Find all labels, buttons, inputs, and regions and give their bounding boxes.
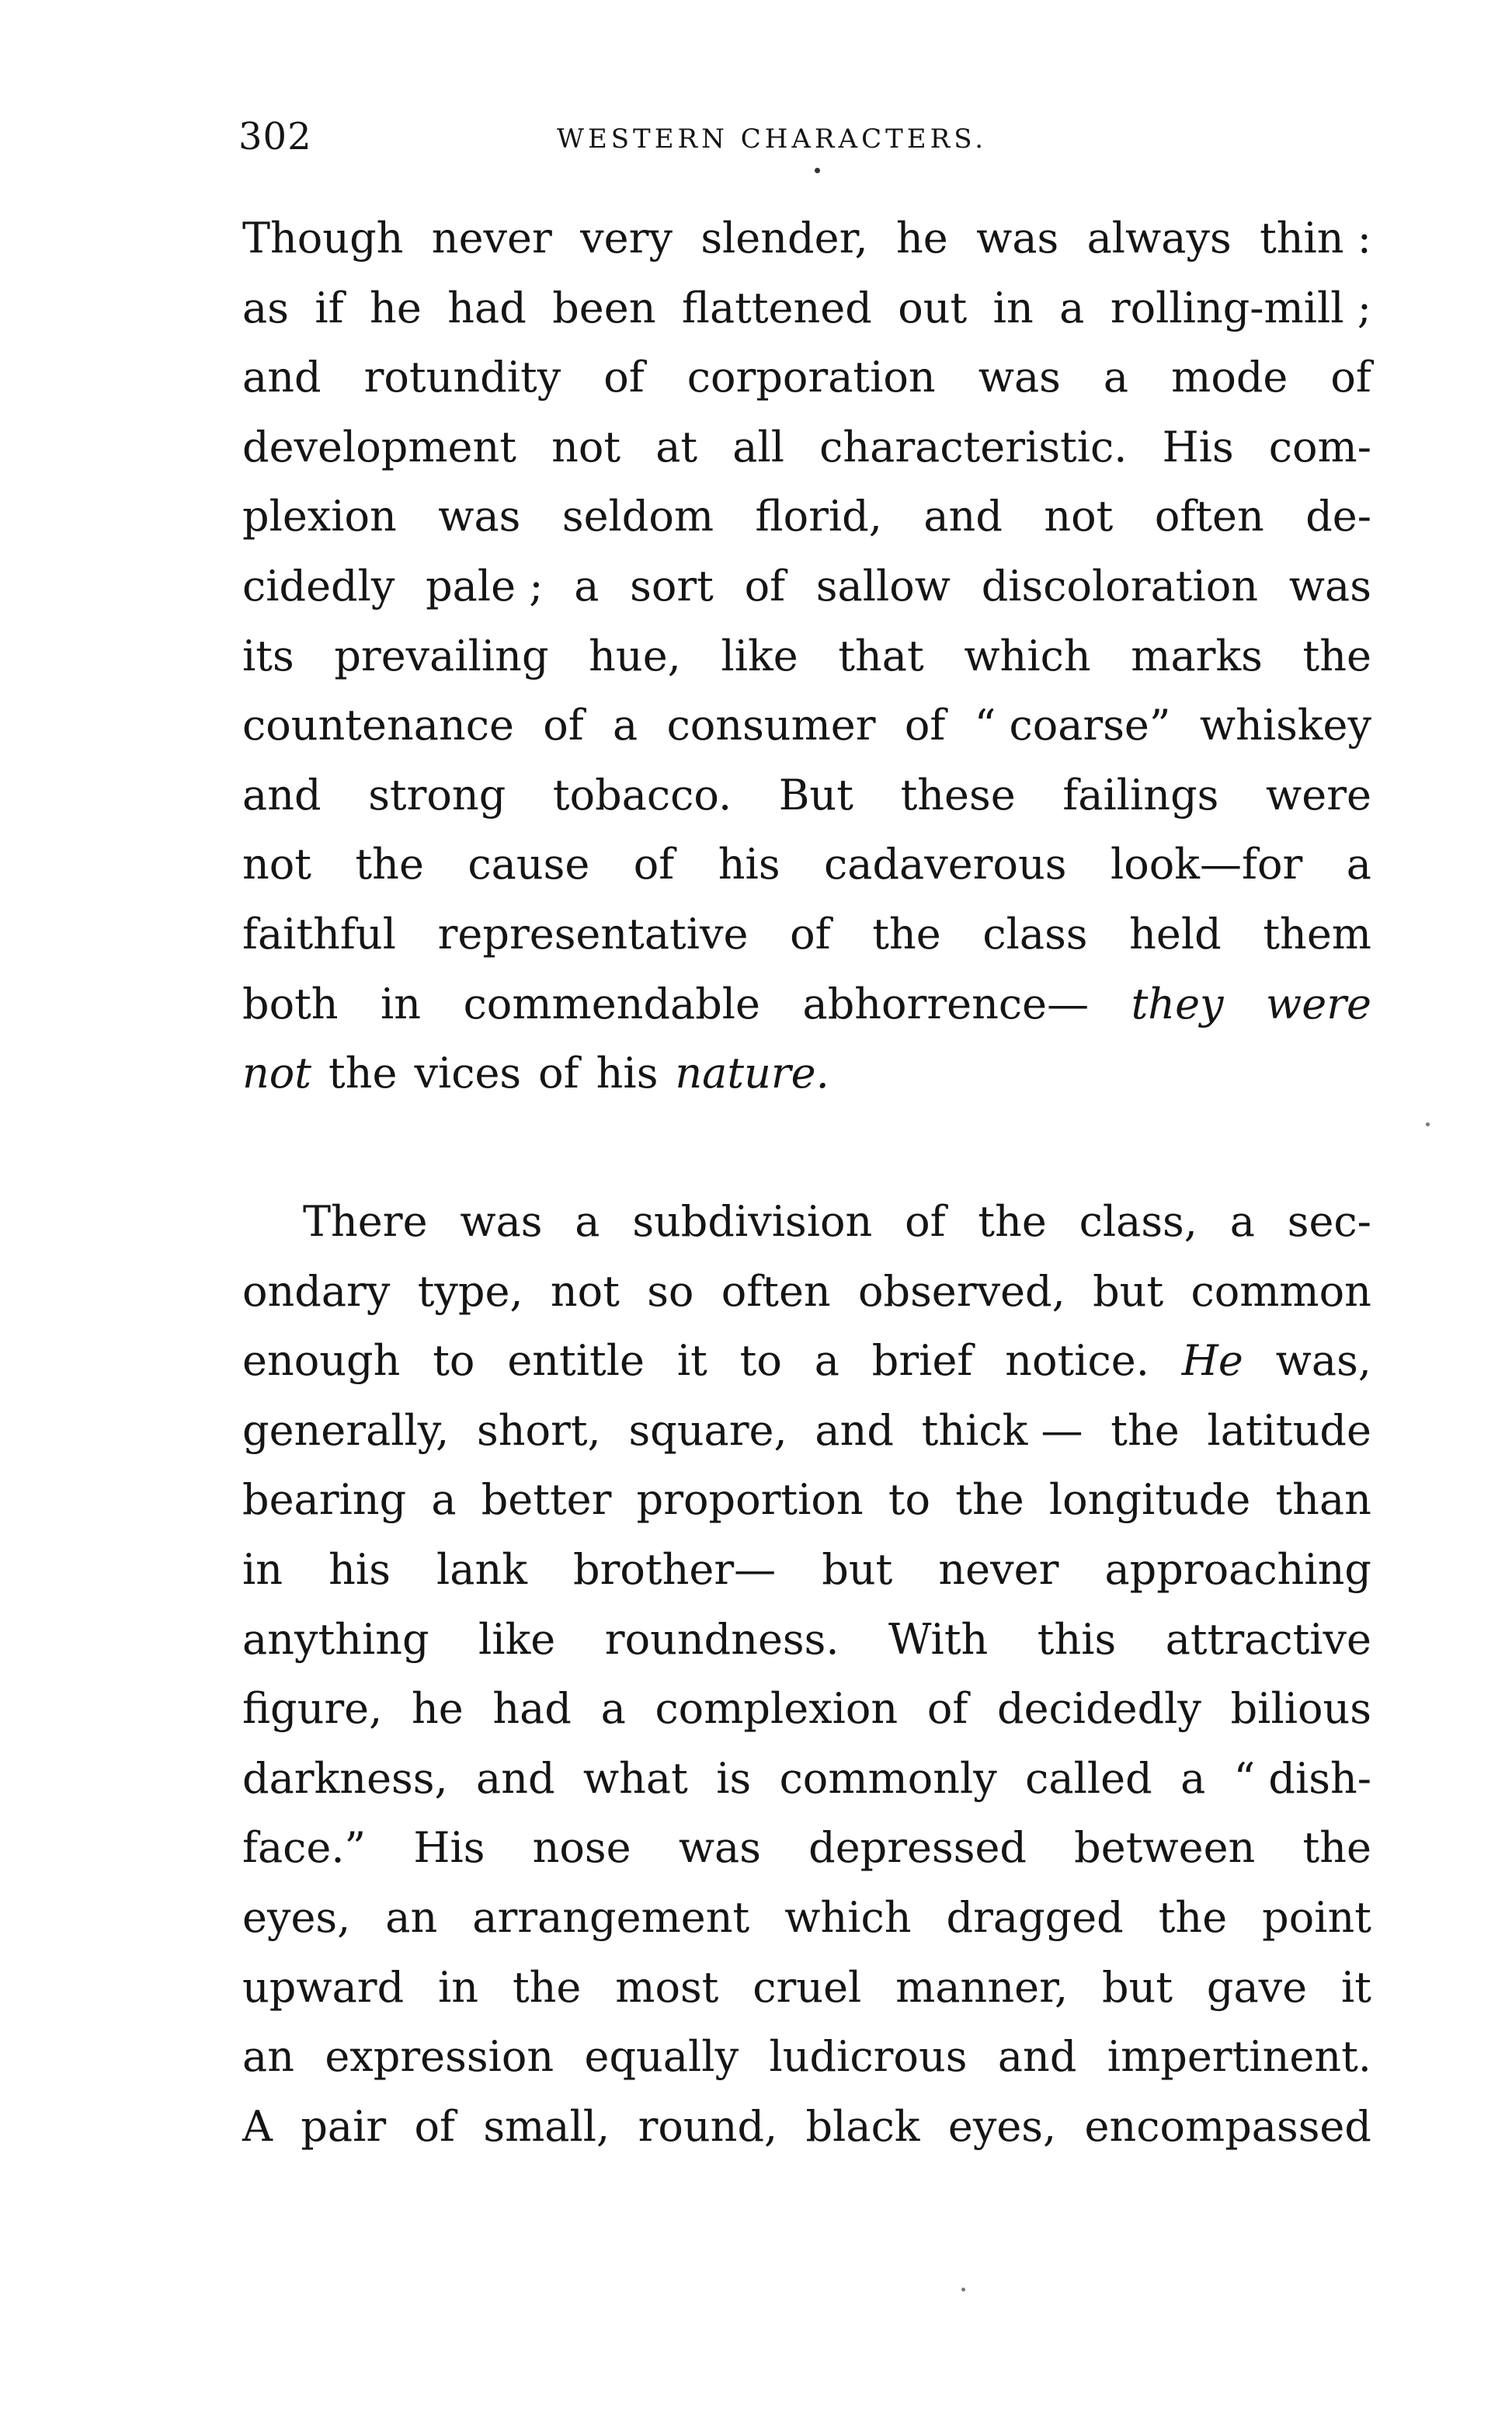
word: to <box>739 1336 782 1386</box>
word: sallow <box>815 561 951 611</box>
word: of <box>1330 353 1371 402</box>
word: a <box>575 1197 600 1246</box>
word: cadaverous <box>824 840 1067 889</box>
text-line <box>242 760 1371 830</box>
word: development <box>242 422 516 472</box>
text-line <box>242 1257 1371 1327</box>
word: of <box>744 561 786 611</box>
paragraph-2 <box>242 1187 1371 2161</box>
word: plexion <box>242 492 397 541</box>
word: anything <box>242 1614 429 1664</box>
word: pair <box>301 2101 387 2151</box>
word: of <box>543 701 584 750</box>
printer-dot <box>815 168 820 173</box>
word: that <box>838 631 924 680</box>
word: than <box>1275 1475 1371 1525</box>
word: consumer <box>666 701 876 750</box>
word: brief <box>871 1336 973 1386</box>
word: commendable <box>463 979 761 1028</box>
word: square, <box>628 1405 787 1455</box>
word: approaching <box>1104 1544 1371 1594</box>
word: de- <box>1305 492 1371 541</box>
text-line <box>242 691 1371 760</box>
word: not <box>242 1049 311 1098</box>
word: darkness, <box>242 1753 448 1803</box>
word: “ coarse” <box>974 701 1171 750</box>
word: bearing <box>242 1475 407 1525</box>
word: was <box>678 1823 761 1873</box>
word: expression <box>325 2032 554 2082</box>
text-line <box>242 273 1371 343</box>
word: but <box>822 1544 893 1594</box>
word: it <box>676 1336 707 1386</box>
word: seldom <box>561 492 714 541</box>
paragraph-1 <box>242 204 1371 1108</box>
word: faithful <box>242 909 396 959</box>
text-line <box>242 552 1371 621</box>
word: the <box>1302 1823 1371 1873</box>
text-line <box>242 1039 1371 1108</box>
word: notice. <box>1005 1336 1149 1386</box>
word: his <box>596 1049 659 1098</box>
running-title: WESTERN CHARACTERS. <box>557 124 988 155</box>
word: black <box>805 2101 920 2151</box>
text-line <box>242 1396 1371 1466</box>
word: encompassed <box>1084 2101 1371 2151</box>
word: observed, <box>858 1266 1065 1316</box>
word: but <box>1101 1962 1173 2012</box>
word: corporation <box>686 353 936 402</box>
word: most <box>615 1962 719 2012</box>
word: common <box>1190 1266 1371 1316</box>
word: its <box>242 631 294 680</box>
word: countenance <box>242 701 514 750</box>
word: a <box>1103 353 1129 402</box>
word: decidedly <box>997 1684 1201 1734</box>
word: gave <box>1206 1962 1308 2012</box>
word: an <box>242 2032 294 2082</box>
word: arrangement <box>472 1892 750 1942</box>
word: all <box>732 422 785 472</box>
word: these <box>900 770 1016 819</box>
word: to <box>888 1475 931 1525</box>
word: never <box>431 214 552 263</box>
text-line <box>242 412 1371 482</box>
word: class, <box>1079 1197 1197 1246</box>
text-line <box>242 343 1371 412</box>
word: class <box>982 909 1088 959</box>
word: longitude <box>1048 1475 1251 1525</box>
word: face.” <box>242 1823 367 1873</box>
word: His <box>413 1823 485 1873</box>
word: a <box>1059 283 1085 332</box>
word: tobacco. <box>552 770 732 819</box>
word: a <box>1229 1197 1255 1246</box>
word: thin : <box>1260 214 1371 263</box>
word: slender, <box>700 214 868 263</box>
word: and <box>923 492 1003 541</box>
word: nature. <box>675 1049 829 1098</box>
word: he <box>411 1684 464 1734</box>
text-line <box>242 1953 1371 2023</box>
word: out <box>898 283 968 332</box>
word: was <box>978 353 1061 402</box>
word: in <box>992 283 1034 332</box>
word: what <box>582 1753 688 1803</box>
word: was <box>1288 561 1371 611</box>
word: Though <box>242 214 404 263</box>
word: not <box>242 840 311 889</box>
word: of <box>414 2101 456 2151</box>
word: was, <box>1275 1336 1371 1386</box>
word: of <box>926 1684 968 1734</box>
word: With <box>888 1614 989 1664</box>
text-line <box>242 1605 1371 1675</box>
word: eyes, <box>947 2101 1057 2151</box>
word: which <box>784 1892 912 1942</box>
print-speck <box>1426 1122 1430 1126</box>
word: called <box>1025 1753 1152 1803</box>
word: sec- <box>1287 1197 1371 1246</box>
word: vices <box>414 1049 522 1098</box>
word: lank <box>436 1544 527 1594</box>
word: sort <box>630 561 714 611</box>
word: a <box>431 1475 457 1525</box>
text-line <box>242 204 1371 273</box>
word: were <box>1266 979 1371 1028</box>
word: a <box>600 1684 626 1734</box>
word: the <box>1302 631 1371 680</box>
word: round, <box>638 2101 778 2151</box>
word: failings <box>1062 770 1219 819</box>
word: He <box>1181 1336 1243 1386</box>
word: at <box>655 422 698 472</box>
text-line <box>242 1744 1371 1814</box>
word: depressed <box>808 1823 1027 1873</box>
word: often <box>721 1266 831 1316</box>
word: discoloration <box>981 561 1259 611</box>
word: bilious <box>1230 1684 1371 1734</box>
word: the <box>872 909 941 959</box>
word: of <box>538 1049 579 1098</box>
word: dragged <box>946 1892 1124 1942</box>
word: type, <box>417 1266 523 1316</box>
word: and <box>476 1753 555 1803</box>
word: cause <box>468 840 590 889</box>
word: latitude <box>1207 1405 1371 1455</box>
word: of <box>904 701 946 750</box>
word: both <box>242 979 339 1028</box>
word: characteristic. <box>819 422 1128 472</box>
word: never <box>938 1544 1059 1594</box>
word: roundness. <box>604 1614 839 1664</box>
word: he <box>895 214 948 263</box>
word: look—for <box>1110 840 1303 889</box>
word: this <box>1037 1614 1117 1664</box>
word: short, <box>477 1405 601 1455</box>
word: were <box>1266 770 1371 819</box>
word: always <box>1086 214 1232 263</box>
word: the <box>1111 1405 1180 1455</box>
word: a <box>814 1336 839 1386</box>
word: held <box>1129 909 1222 959</box>
word: is <box>716 1753 752 1803</box>
word: the <box>955 1475 1024 1525</box>
word: to <box>433 1336 475 1386</box>
text-line <box>242 621 1371 691</box>
word: them <box>1263 909 1371 959</box>
word: strong <box>368 770 506 819</box>
word: an <box>385 1892 438 1942</box>
word: the <box>1158 1892 1228 1942</box>
word: been <box>552 283 656 332</box>
word: small, <box>483 2101 610 2151</box>
word: pale ; <box>426 561 544 611</box>
word: and <box>242 353 322 402</box>
text-line <box>242 1535 1371 1605</box>
word: attractive <box>1165 1614 1371 1664</box>
word: his <box>328 1544 391 1594</box>
word: thick — <box>921 1405 1083 1455</box>
word: impertinent. <box>1107 2032 1371 2082</box>
word: a <box>613 701 638 750</box>
text-line <box>242 1674 1371 1744</box>
word: A <box>242 2101 273 2151</box>
word: manner, <box>895 1962 1069 2012</box>
word: nose <box>532 1823 631 1873</box>
word: entitle <box>507 1336 645 1386</box>
text-line <box>242 1813 1371 1883</box>
word: flattened <box>681 283 872 332</box>
word: florid, <box>755 492 882 541</box>
word: very <box>580 214 673 263</box>
word: ondary <box>242 1266 391 1316</box>
word: had <box>447 283 527 332</box>
word: cruel <box>753 1962 862 2012</box>
word: if <box>315 283 344 332</box>
word: better <box>481 1475 612 1525</box>
word: complexion <box>655 1684 899 1734</box>
word: a <box>574 561 600 611</box>
word: in <box>438 1962 479 2012</box>
word: and <box>815 1405 894 1455</box>
text-line <box>242 1187 1371 1257</box>
word: the <box>355 840 424 889</box>
word: they <box>1131 979 1224 1028</box>
word: was <box>976 214 1059 263</box>
print-speck <box>961 2288 965 2291</box>
word: com- <box>1268 422 1371 472</box>
text-line <box>242 1465 1371 1535</box>
word: hue, <box>589 631 681 680</box>
word: his <box>718 840 780 889</box>
word: generally, <box>242 1405 450 1455</box>
word: rolling-mill ; <box>1110 283 1371 332</box>
word: the <box>328 1049 398 1098</box>
word: of <box>633 840 675 889</box>
word: ludicrous <box>769 2032 968 2082</box>
word: point <box>1262 1892 1371 1942</box>
word: between <box>1074 1823 1256 1873</box>
word: marks <box>1131 631 1263 680</box>
word: had <box>492 1684 572 1734</box>
word: equally <box>584 2032 739 2082</box>
text-line <box>242 1326 1371 1396</box>
text-line <box>242 1883 1371 1953</box>
word: upward <box>242 1962 405 2012</box>
word: a <box>1346 840 1371 889</box>
word: which <box>964 631 1091 680</box>
word: in <box>242 1544 283 1594</box>
word: like <box>721 631 798 680</box>
page-number: 302 <box>238 115 312 158</box>
text-line <box>242 900 1371 969</box>
word: and <box>242 770 322 819</box>
word: a <box>1180 1753 1206 1803</box>
word: so <box>647 1266 694 1316</box>
word: eyes, <box>242 1892 351 1942</box>
word: often <box>1154 492 1264 541</box>
word: not <box>551 422 621 472</box>
word: and <box>997 2032 1077 2082</box>
word: not <box>550 1266 620 1316</box>
word: in <box>381 979 422 1028</box>
text-line <box>242 830 1371 900</box>
word: of <box>905 1197 946 1246</box>
text-line <box>242 969 1371 1039</box>
word: abhorrence— <box>802 979 1090 1028</box>
word: whiskey <box>1199 701 1371 750</box>
word: not <box>1044 492 1114 541</box>
word: but <box>1093 1266 1164 1316</box>
word: But <box>778 770 853 819</box>
word: brother— <box>573 1544 777 1594</box>
word: There <box>303 1197 428 1246</box>
word: like <box>478 1614 556 1664</box>
word: rotundity <box>363 353 561 402</box>
word: of <box>790 909 831 959</box>
word: the <box>512 1962 582 2012</box>
word: the <box>978 1197 1047 1246</box>
word: commonly <box>779 1753 997 1803</box>
word: representative <box>437 909 749 959</box>
word: mode <box>1171 353 1288 402</box>
word: cidedly <box>242 561 395 611</box>
text-line <box>242 2092 1371 2162</box>
word: was <box>460 1197 543 1246</box>
word: he <box>370 283 422 332</box>
word: figure, <box>242 1684 383 1734</box>
text-line <box>242 482 1371 552</box>
word: was <box>438 492 521 541</box>
word: it <box>1340 1962 1371 2012</box>
word: as <box>242 283 289 332</box>
word: proportion <box>636 1475 864 1525</box>
word: prevailing <box>334 631 549 680</box>
word: enough <box>242 1336 401 1386</box>
word: of <box>603 353 645 402</box>
running-head <box>238 113 1372 160</box>
text-line <box>242 2022 1371 2092</box>
word: His <box>1162 422 1234 472</box>
word: “ dish- <box>1233 1753 1371 1803</box>
word: subdivision <box>632 1197 873 1246</box>
